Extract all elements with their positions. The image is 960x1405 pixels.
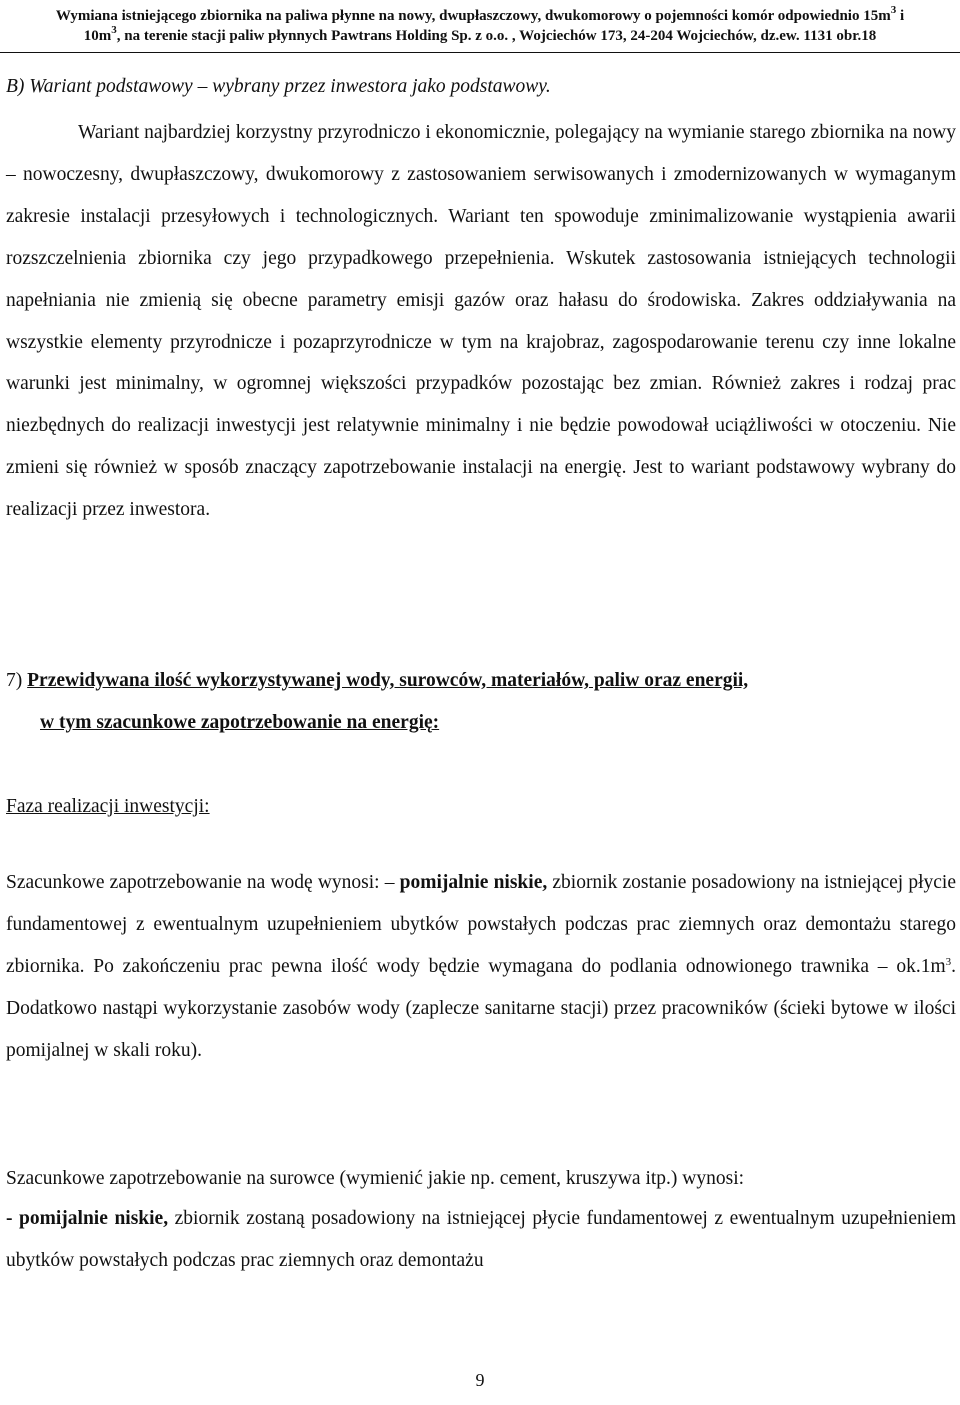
section-7-title-line-1: Przewidywana ilość wykorzystywanej wody, surowców, materiałów, paliw oraz energii, [27, 670, 749, 691]
phase-heading: Faza realizacji inwestycji: [6, 796, 210, 817]
variant-paragraph: Wariant najbardziej korzystny przyrodniczo i ekonomicznie, polegający na wymianie starego zbiornika na nowy – nowoczesny, dwupłaszczowy, dwukomorowy z zastosowaniem serwisowanych i zmodernizowanych w wymaganym zakresie instalacji przesyłowych i technologicznych. Wariant ten spowoduje zminimalizowanie wystąpienia awarii rozszczelnienia zbiornika czy jego przypadkowego przepełnienia. Wskutek zastosowania istniejących technologii napełniania nie zmienią się obecne parametry emisji gazów oraz hałasu do środowiska. Zakres oddziaływania na wszystkie elementy przyrodnicze i pozaprzyrodnicze w tym na krajobraz, zagospodarowanie terenu czy inne lokalne warunki jest minimalny, w ogromnej większości przypadków pozostając bez zmian. Również zakres i rodzaj prac niezbędnych do realizacji inwestycji jest relatywnie minimalny i nie będzie powodował uciążliwości w otoczeniu. Nie zmieni się również w sposób znaczący zapotrzebowanie instalacji na energię. Jest to wariant podstawowy wybrany do realizacji przez inwestora. [6, 122, 956, 521]
raw-materials-heading: Szacunkowe zapotrzebowanie na surowce (wymienić jakie np. cement, kruszywa itp.) wynosi: [6, 1168, 745, 1189]
raw-materials-paragraph: - pomijalnie niskie, zbiornik zostaną posadowiony na istniejącej płycie fundamentowej z ewentualnym uzupełnieniem ubytków powstałych podczas prac ziemnych oraz demontażu [6, 1208, 956, 1271]
header-line-1: Wymiana istniejącego zbiornika na paliwa płynne na nowy, dwupłaszczowy, dwukomorowy o pojemności komór odpowiednio $15m^3$ i [55, 4, 905, 24]
section-7-number: 7) [6, 670, 23, 691]
page-number: 9 [475, 1370, 485, 1390]
document-header [0, 0, 960, 46]
water-demand-value: pomijalnie niskie, [399, 872, 548, 893]
raw-materials-value: - pomijalnie niskie, [6, 1208, 169, 1229]
header-line-2: $10m^3$, na terenie stacji paliw płynnych Pawtrans Holding Sp. z o.o. , Wojciechów 173, 24-204 Wojciechów, dz.ew. 1131 obr.18 [83, 24, 877, 44]
variant-heading: B) Wariant podstawowy – wybrany przez inwestora jako podstawowy. [6, 76, 551, 97]
header-divider [0, 52, 960, 53]
water-demand-paragraph: Szacunkowe zapotrzebowanie na wodę wynosi: – pomijalnie niskie, zbiornik zostanie posadowiony na istniejącej płycie fundamentowej z ewentualnym uzupełnieniem ubytków powstałych podczas prac ziemnych oraz demontażu starego zbiornika. Po zakończeniu prac pewna ilość wody będzie wymagana do podlania odnowionego trawnika – $ok.1m^3$. Dodatkowo nastąpi wykorzystanie zasobów wody (zaplecze sanitarne stacji) przez pracowników (ścieki bytowe w ilości pomijalnej w skali roku). [6, 872, 957, 1061]
section-7-heading [6, 660, 956, 744]
section-7-title-line-2: w tym szacunkowe zapotrzebowanie na energię: [40, 712, 440, 733]
